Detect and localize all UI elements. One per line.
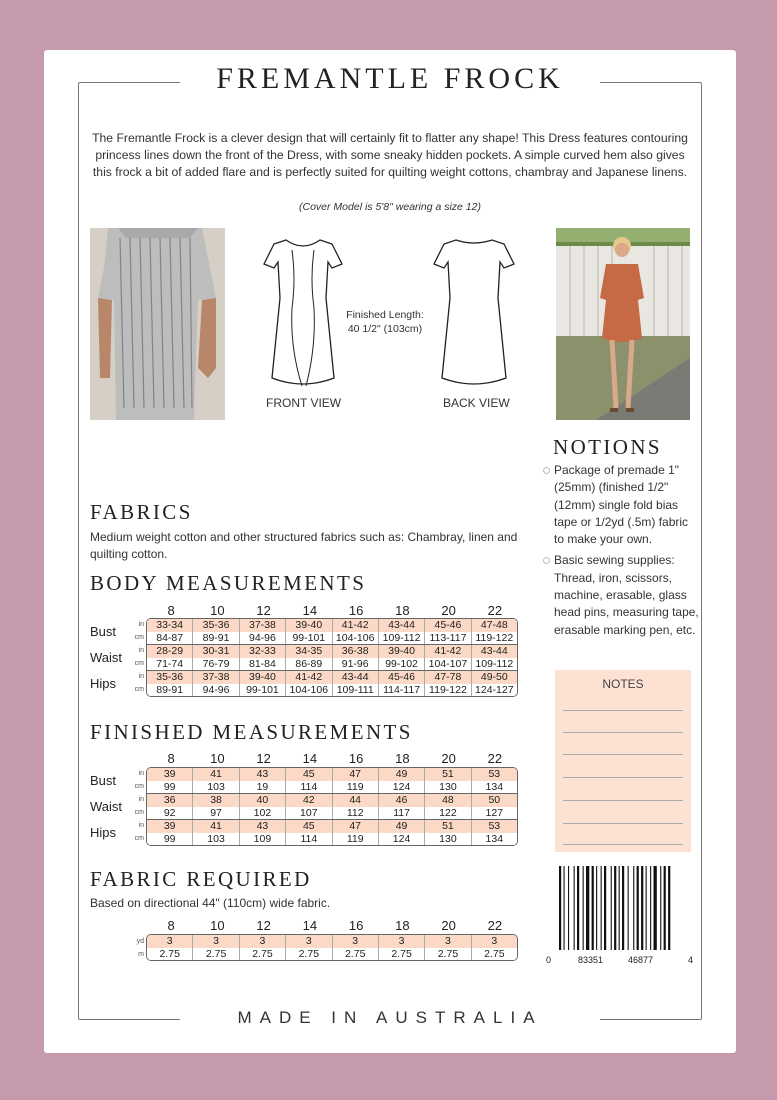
notes-box <box>555 670 691 852</box>
measurement-cell: 109 <box>239 833 285 846</box>
measurement-cell: 35-36 <box>192 619 238 632</box>
back-view-sketch <box>432 238 516 390</box>
measurement-cell: 86-89 <box>285 658 331 671</box>
barcode-bar <box>628 866 629 950</box>
fabric-cell: 3 <box>332 935 378 948</box>
measurement-cell: 130 <box>424 781 470 794</box>
measurement-row-in <box>147 794 517 807</box>
barcode-bar <box>586 866 589 950</box>
row-label: Bust <box>90 624 117 639</box>
barcode-bar <box>668 866 670 950</box>
barcode-bar <box>559 866 561 950</box>
measurement-cell: 49-50 <box>471 671 517 684</box>
measurement-cell: 32-33 <box>239 645 285 658</box>
measurement-row-in <box>147 768 517 781</box>
front-view-label: FRONT VIEW <box>266 396 342 410</box>
barcode-bar <box>574 866 575 950</box>
barcode-left: 83351 <box>578 955 604 965</box>
measurement-cell: 103 <box>192 833 238 846</box>
body-measurements-table <box>146 618 518 697</box>
barcode-bar <box>646 866 647 950</box>
notes-line <box>563 844 683 845</box>
unit-label: yd <box>136 938 144 945</box>
fabrics-heading: FABRICS <box>90 500 193 524</box>
measurement-cell: 28-29 <box>156 645 184 657</box>
row-label: Hips <box>90 825 117 840</box>
measurement-cell: 71-74 <box>156 657 184 670</box>
measurement-cell: 81-84 <box>239 658 285 671</box>
back-view-label: BACK VIEW <box>443 396 510 410</box>
notes-line <box>563 823 683 824</box>
unit-label: in <box>138 822 144 829</box>
measurement-cell: 33-34 <box>156 619 184 631</box>
measurement-row-cm <box>147 632 517 645</box>
measurement-cell: 99 <box>163 832 176 845</box>
fabrics-text: Medium weight cotton and other structured fabrics such as: Chambray, linen and quilting cotton. <box>90 530 518 561</box>
measurement-cell: 47 <box>332 820 378 833</box>
barcode-bar <box>641 866 643 950</box>
measurement-cell: 45 <box>285 820 331 833</box>
notes-line <box>563 732 683 733</box>
unit-label: in <box>138 673 144 680</box>
measurement-group <box>147 793 517 819</box>
notes-line <box>563 754 683 755</box>
measurement-cell: 51 <box>424 768 470 781</box>
measurement-cell: 102 <box>239 807 285 820</box>
unit-label: cm <box>134 633 144 641</box>
measurement-cell: 114 <box>285 833 331 846</box>
barcode-bar <box>592 866 594 950</box>
fabric-cell: 3 <box>166 935 173 947</box>
barcode-bar <box>650 866 651 950</box>
measurement-cell: 119 <box>332 781 378 794</box>
notes-title: NOTES <box>602 677 644 691</box>
fabric-cell: 2.75 <box>159 947 180 960</box>
pattern-title: FREMANTLE FROCK <box>180 62 600 96</box>
measurement-cell: 43 <box>239 820 285 833</box>
measurement-cell: 112 <box>332 807 378 820</box>
measurement-cell: 134 <box>471 833 517 846</box>
measurement-cell: 99-101 <box>285 632 331 645</box>
measurement-cell: 99 <box>163 780 176 793</box>
measurement-cell: 45-46 <box>424 619 470 632</box>
measurement-cell: 48 <box>424 794 470 807</box>
measurement-cell: 47-48 <box>471 619 517 632</box>
measurement-cell: 43 <box>239 768 285 781</box>
row-label: Waist <box>90 650 123 665</box>
barcode-tail: 4 <box>688 955 694 965</box>
row-label: Waist <box>90 799 123 814</box>
model-photo-closeup <box>90 228 225 420</box>
measurement-cell: 36-38 <box>332 645 378 658</box>
measurement-cell: 124-127 <box>471 684 517 697</box>
measurement-row-in <box>147 645 517 658</box>
measurement-cell: 119-122 <box>471 632 517 645</box>
measurement-cell: 113-117 <box>424 632 470 645</box>
measurement-row-in <box>147 619 517 632</box>
measurement-cell: 49 <box>378 768 424 781</box>
measurement-cell: 84-87 <box>156 631 184 644</box>
measurement-cell: 40 <box>239 794 285 807</box>
unit-label: in <box>138 621 144 628</box>
notes-line <box>563 710 683 711</box>
measurement-cell: 41-42 <box>285 671 331 684</box>
size-header-row: 8 10 12 14 16 18 20 22 <box>167 918 503 933</box>
measurement-cell: 119 <box>332 833 378 846</box>
body-measurements-heading: BODY MEASUREMENTS <box>90 571 367 595</box>
fabric-cell: 3 <box>378 935 424 948</box>
measurement-cell: 41-42 <box>332 619 378 632</box>
measurement-cell: 104-106 <box>332 632 378 645</box>
notion-item: Basic sewing supplies: Thread, iron, scissors, machine, erasable, glass head pins, measuring tape, erasable marking pen, etc. <box>542 552 700 638</box>
measurement-cell: 51 <box>424 820 470 833</box>
fabric-required-heading: FABRIC REQUIRED <box>90 867 312 891</box>
measurement-row-cm <box>147 781 517 794</box>
barcode-bar <box>568 866 569 950</box>
measurement-group <box>147 644 517 670</box>
size-header-row: 8 10 12 14 16 18 20 22 <box>167 751 503 766</box>
barcode-bar <box>583 866 584 950</box>
measurement-cell: 109-111 <box>332 684 378 697</box>
measurement-cell: 53 <box>471 768 517 781</box>
measurement-cell: 42 <box>285 794 331 807</box>
barcode-right: 46877 <box>628 955 654 965</box>
measurement-row-cm <box>147 807 517 820</box>
fabric-cell: 2.75 <box>332 948 378 961</box>
barcode-bar <box>622 866 624 950</box>
measurement-cell: 109-112 <box>471 658 517 671</box>
measurement-cell: 103 <box>192 781 238 794</box>
measurement-cell: 45-46 <box>378 671 424 684</box>
barcode-lead: 0 <box>546 955 552 965</box>
measurement-cell: 37-38 <box>239 619 285 632</box>
measurement-group <box>147 619 517 644</box>
measurement-cell: 30-31 <box>192 645 238 658</box>
notes-line <box>563 777 683 778</box>
measurement-cell: 41 <box>192 820 238 833</box>
measurement-cell: 50 <box>471 794 517 807</box>
measurement-cell: 97 <box>192 807 238 820</box>
footer-made-in: MADE IN AUSTRALIA <box>180 1008 600 1028</box>
barcode-bar <box>660 866 661 950</box>
barcode-bar <box>633 866 634 950</box>
measurement-cell: 114-117 <box>378 684 424 697</box>
finished-measurements-heading: FINISHED MEASUREMENTS <box>90 720 413 744</box>
measurement-cell: 35-36 <box>156 671 184 683</box>
measurement-cell: 104-106 <box>285 684 331 697</box>
measurement-cell: 45 <box>285 768 331 781</box>
measurement-cell: 104-107 <box>424 658 470 671</box>
measurement-cell: 107 <box>285 807 331 820</box>
measurement-cell: 124 <box>378 781 424 794</box>
measurement-cell: 47 <box>332 768 378 781</box>
measurement-group <box>147 819 517 845</box>
measurement-cell: 119-122 <box>424 684 470 697</box>
barcode-bar <box>604 866 606 950</box>
measurement-cell: 94-96 <box>192 684 238 697</box>
fabric-cell: 3 <box>471 935 517 948</box>
barcode-bar <box>619 866 620 950</box>
measurement-cell: 89-91 <box>156 683 184 696</box>
measurement-cell: 39 <box>163 820 176 832</box>
fabric-required-table <box>146 934 518 961</box>
fabric-cell: 2.75 <box>192 948 238 961</box>
measurement-cell: 91-96 <box>332 658 378 671</box>
measurement-row-in <box>147 820 517 833</box>
measurement-row-cm <box>147 833 517 846</box>
measurement-group <box>147 768 517 793</box>
fabric-yd-row <box>147 935 517 948</box>
measurement-cell: 43-44 <box>378 619 424 632</box>
measurement-cell: 47-78 <box>424 671 470 684</box>
unit-label: cm <box>134 685 144 693</box>
barcode-bar <box>614 866 616 950</box>
notions-heading: NOTIONS <box>553 435 662 459</box>
fabric-cell: 3 <box>285 935 331 948</box>
measurement-cell: 76-79 <box>192 658 238 671</box>
notions-list <box>542 462 700 643</box>
measurement-cell: 99-101 <box>239 684 285 697</box>
unit-label: cm <box>134 782 144 790</box>
barcode-bar <box>664 866 666 950</box>
measurement-row-in <box>147 671 517 684</box>
barcode <box>555 866 685 956</box>
measurement-cell: 36 <box>163 794 176 806</box>
measurement-cell: 39-40 <box>285 619 331 632</box>
measurement-cell: 41-42 <box>424 645 470 658</box>
measurement-cell: 19 <box>239 781 285 794</box>
barcode-bar <box>637 866 639 950</box>
unit-label: m <box>138 951 144 958</box>
finished-length: Finished Length: 40 1/2" (103cm) <box>346 309 424 335</box>
measurement-cell: 34-35 <box>285 645 331 658</box>
measurement-cell: 94-96 <box>239 632 285 645</box>
row-label: Bust <box>90 773 117 788</box>
measurement-cell: 89-91 <box>192 632 238 645</box>
fabric-cell: 2.75 <box>424 948 470 961</box>
model-photo-full <box>556 228 690 420</box>
finished-measurements-table <box>146 767 518 846</box>
measurement-cell: 134 <box>471 781 517 794</box>
measurement-cell: 38 <box>192 794 238 807</box>
unit-label: cm <box>134 808 144 816</box>
barcode-bar <box>601 866 602 950</box>
measurement-cell: 39-40 <box>239 671 285 684</box>
measurement-cell: 99-102 <box>378 658 424 671</box>
row-label: Hips <box>90 676 117 691</box>
measurement-row-cm <box>147 658 517 671</box>
fabric-cell: 2.75 <box>285 948 331 961</box>
measurement-row-cm <box>147 684 517 697</box>
measurement-cell: 37-38 <box>192 671 238 684</box>
unit-label: cm <box>134 834 144 842</box>
cover-model-note: (Cover Model is 5'8" wearing a size 12) <box>299 201 481 213</box>
unit-label: in <box>138 796 144 803</box>
barcode-bar <box>577 866 579 950</box>
measurement-cell: 41 <box>192 768 238 781</box>
unit-label: in <box>138 647 144 654</box>
unit-label: in <box>138 770 144 777</box>
barcode-bar <box>564 866 565 950</box>
measurement-cell: 114 <box>285 781 331 794</box>
measurement-cell: 124 <box>378 833 424 846</box>
notes-line <box>563 800 683 801</box>
fabric-cell: 2.75 <box>239 948 285 961</box>
fabric-required-note: Based on directional 44" (110cm) wide fabric. <box>90 896 331 910</box>
barcode-bar <box>596 866 597 950</box>
measurement-cell: 109-112 <box>378 632 424 645</box>
measurement-cell: 43-44 <box>332 671 378 684</box>
fabric-cell: 2.75 <box>378 948 424 961</box>
unit-label: cm <box>134 659 144 667</box>
measurement-cell: 92 <box>163 806 176 819</box>
measurement-cell: 130 <box>424 833 470 846</box>
intro-text: The Fremantle Frock is a clever design that will certainly fit to flatter any shape! This Dress features contouring princess lines down the front of the Dress, with some sneaky hidden pockets. A simple curved hem also gives this frock a bit of added flare and is perfectly suited for quilting weight cottons, chambray and Japanese linens. <box>92 131 688 179</box>
measurement-cell: 49 <box>378 820 424 833</box>
fabric-m-row <box>147 948 517 961</box>
notion-item: Package of premade 1" (25mm) (finished 1/2"(12mm) single fold bias tape or 1/2yd (.5m) fabric to make your own. <box>542 462 700 548</box>
measurement-cell: 127 <box>471 807 517 820</box>
measurement-cell: 117 <box>378 807 424 820</box>
measurement-cell: 39 <box>163 768 176 780</box>
measurement-cell: 46 <box>378 794 424 807</box>
measurement-cell: 39-40 <box>378 645 424 658</box>
fabric-cell: 2.75 <box>471 948 517 961</box>
barcode-bar <box>654 866 657 950</box>
fabric-cell: 3 <box>239 935 285 948</box>
fabric-cell: 3 <box>424 935 470 948</box>
barcode-bar <box>611 866 612 950</box>
measurement-cell: 44 <box>332 794 378 807</box>
measurement-group <box>147 670 517 696</box>
measurement-cell: 43-44 <box>471 645 517 658</box>
size-header-row: 8 10 12 14 16 18 20 22 <box>167 603 503 618</box>
measurement-cell: 122 <box>424 807 470 820</box>
measurement-cell: 53 <box>471 820 517 833</box>
fabric-cell: 3 <box>192 935 238 948</box>
